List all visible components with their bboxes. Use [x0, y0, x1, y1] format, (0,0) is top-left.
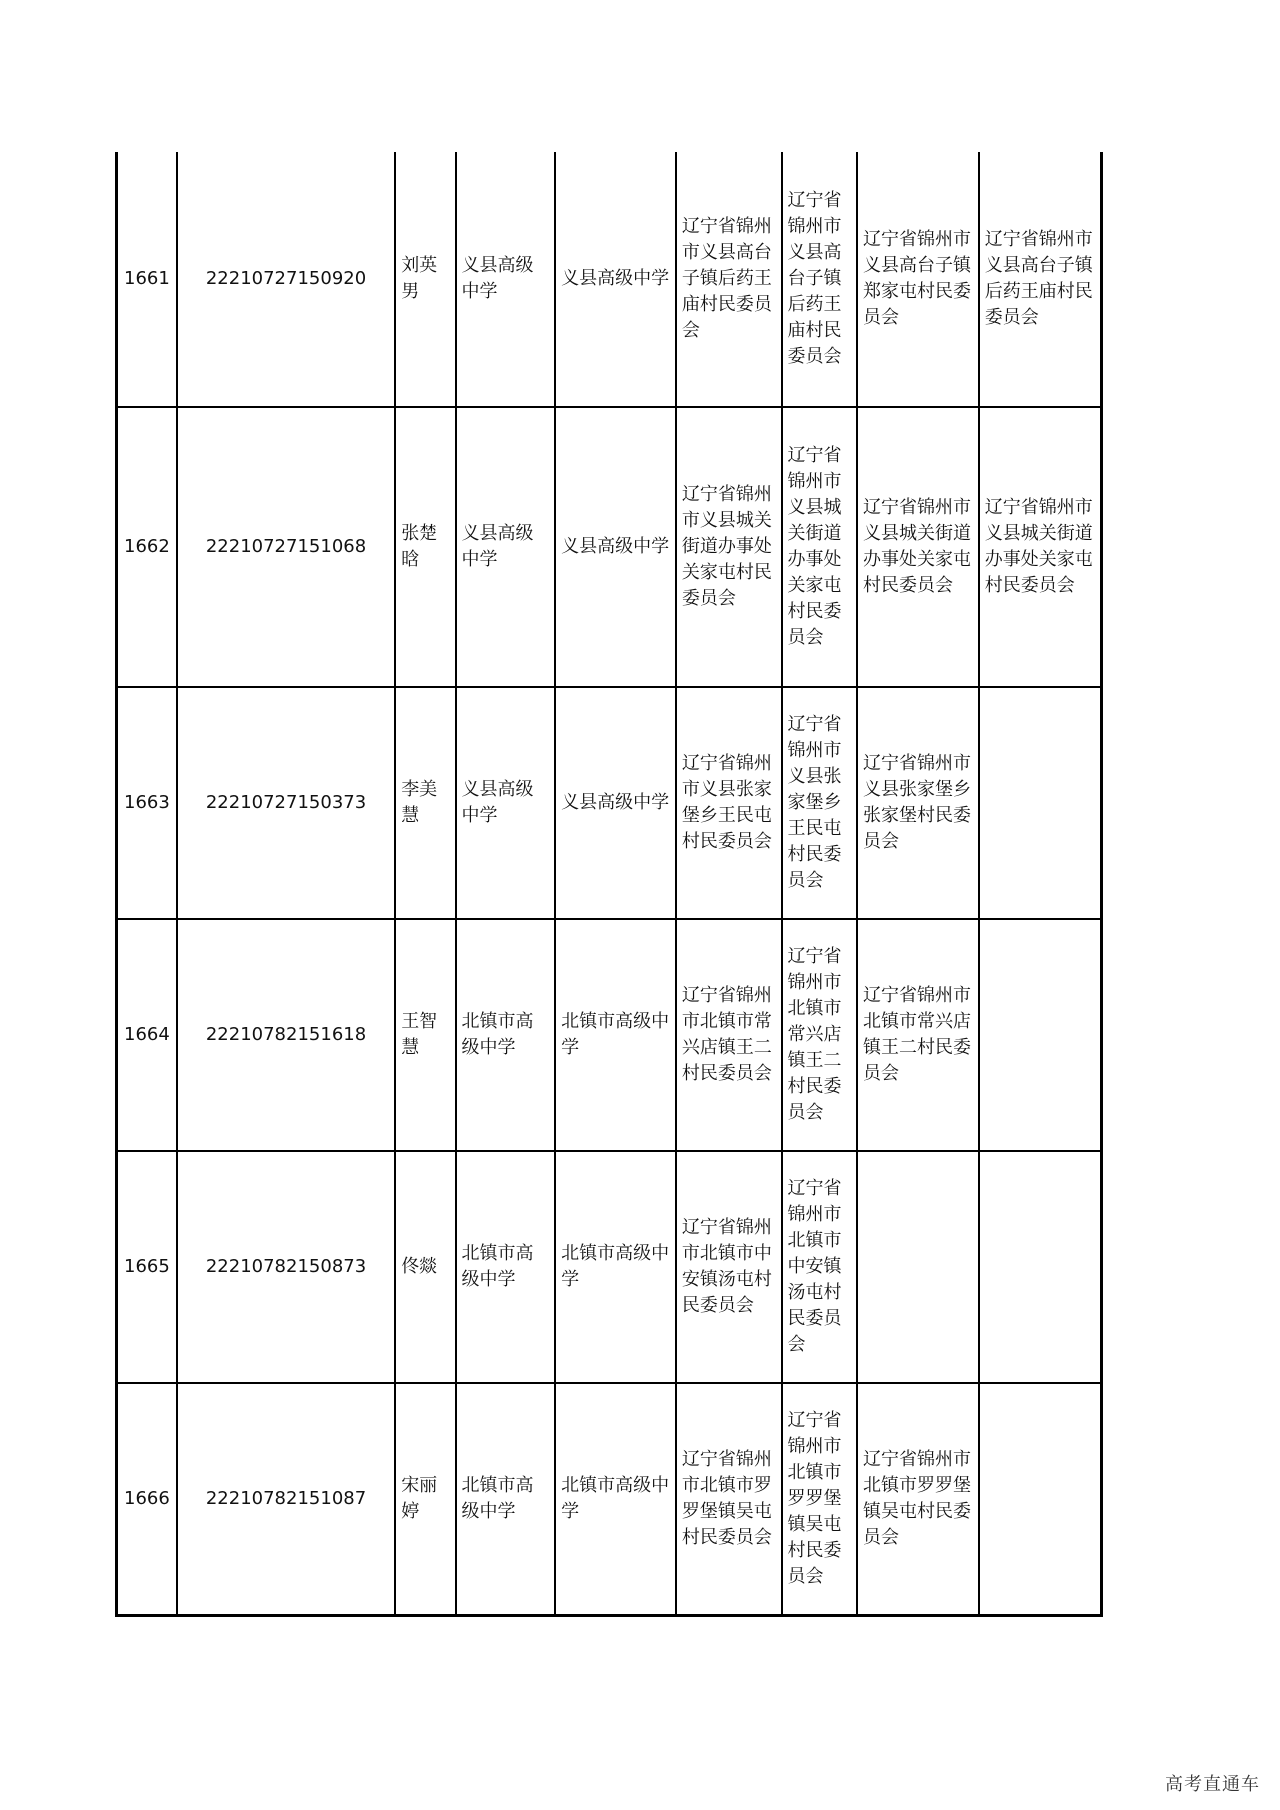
cell-mother-address: [857, 1151, 979, 1383]
cell-household-address: 辽宁省锦州市北镇市中安镇汤屯村民委员会: [676, 1151, 782, 1383]
cell-serial-number: 1666: [117, 1383, 177, 1616]
cell-serial-number: 1661: [117, 152, 177, 407]
cell-school: 北镇市高级中学: [456, 1151, 556, 1383]
cell-guardian-address: [979, 919, 1102, 1151]
cell-father-address: 辽宁省锦州市义县高台子镇后药王庙村民委员会: [782, 152, 857, 407]
cell-guardian-address: 辽宁省锦州市义县城关街道办事处关家屯村民委员会: [979, 407, 1102, 687]
cell-mother-address: 辽宁省锦州市北镇市罗罗堡镇吴屯村民委员会: [857, 1383, 979, 1616]
cell-school: 义县高级中学: [456, 687, 556, 919]
cell-mother-address: 辽宁省锦州市义县高台子镇郑家屯村民委员会: [857, 152, 979, 407]
table-row: [117, 407, 1102, 687]
roster-table: [115, 152, 1103, 1617]
cell-serial-number: 1663: [117, 687, 177, 919]
cell-candidate-id: 22210727150920: [177, 152, 395, 407]
table-row: [117, 1383, 1102, 1616]
cell-candidate-id: 22210782150873: [177, 1151, 395, 1383]
cell-father-address: 辽宁省锦州市北镇市常兴店镇王二村民委员会: [782, 919, 857, 1151]
cell-household-address: 辽宁省锦州市义县张家堡乡王民屯村民委员会: [676, 687, 782, 919]
cell-graduation-school: 北镇市高级中学: [555, 1383, 676, 1616]
cell-student-name: 刘英男: [395, 152, 455, 407]
table-row: [117, 152, 1102, 407]
cell-household-address: 辽宁省锦州市义县高台子镇后药王庙村民委员会: [676, 152, 782, 407]
cell-guardian-address: 辽宁省锦州市义县高台子镇后药王庙村民委员会: [979, 152, 1102, 407]
cell-guardian-address: [979, 1151, 1102, 1383]
cell-father-address: 辽宁省锦州市义县城关街道办事处关家屯村民委员会: [782, 407, 857, 687]
cell-student-name: 李美慧: [395, 687, 455, 919]
cell-serial-number: 1665: [117, 1151, 177, 1383]
table-row: [117, 687, 1102, 919]
cell-student-name: 宋丽婷: [395, 1383, 455, 1616]
cell-graduation-school: 北镇市高级中学: [555, 1151, 676, 1383]
cell-graduation-school: 义县高级中学: [555, 687, 676, 919]
cell-mother-address: 辽宁省锦州市义县城关街道办事处关家屯村民委员会: [857, 407, 979, 687]
cell-candidate-id: 22210782151618: [177, 919, 395, 1151]
table-row: [117, 919, 1102, 1151]
cell-serial-number: 1662: [117, 407, 177, 687]
cell-student-name: 王智慧: [395, 919, 455, 1151]
cell-guardian-address: [979, 687, 1102, 919]
cell-candidate-id: 22210727150373: [177, 687, 395, 919]
cell-mother-address: 辽宁省锦州市北镇市常兴店镇王二村民委员会: [857, 919, 979, 1151]
cell-serial-number: 1664: [117, 919, 177, 1151]
cell-father-address: 辽宁省锦州市义县张家堡乡王民屯村民委员会: [782, 687, 857, 919]
cell-graduation-school: 义县高级中学: [555, 407, 676, 687]
cell-school: 北镇市高级中学: [456, 1383, 556, 1616]
roster-body: [117, 152, 1102, 1616]
watermark-text: 高考直通车: [1165, 1774, 1260, 1795]
cell-student-name: 张楚晗: [395, 407, 455, 687]
cell-candidate-id: 22210782151087: [177, 1383, 395, 1616]
cell-school: 义县高级中学: [456, 152, 556, 407]
cell-guardian-address: [979, 1383, 1102, 1616]
cell-student-name: 佟燚: [395, 1151, 455, 1383]
cell-graduation-school: 义县高级中学: [555, 152, 676, 407]
cell-mother-address: 辽宁省锦州市义县张家堡乡张家堡村民委员会: [857, 687, 979, 919]
cell-candidate-id: 22210727151068: [177, 407, 395, 687]
cell-school: 北镇市高级中学: [456, 919, 556, 1151]
cell-graduation-school: 北镇市高级中学: [555, 919, 676, 1151]
cell-father-address: 辽宁省锦州市北镇市中安镇汤屯村民委员会: [782, 1151, 857, 1383]
cell-household-address: 辽宁省锦州市义县城关街道办事处关家屯村民委员会: [676, 407, 782, 687]
table-row: [117, 1151, 1102, 1383]
cell-school: 义县高级中学: [456, 407, 556, 687]
cell-household-address: 辽宁省锦州市北镇市常兴店镇王二村民委员会: [676, 919, 782, 1151]
cell-household-address: 辽宁省锦州市北镇市罗罗堡镇吴屯村民委员会: [676, 1383, 782, 1616]
cell-father-address: 辽宁省锦州市北镇市罗罗堡镇吴屯村民委员会: [782, 1383, 857, 1616]
